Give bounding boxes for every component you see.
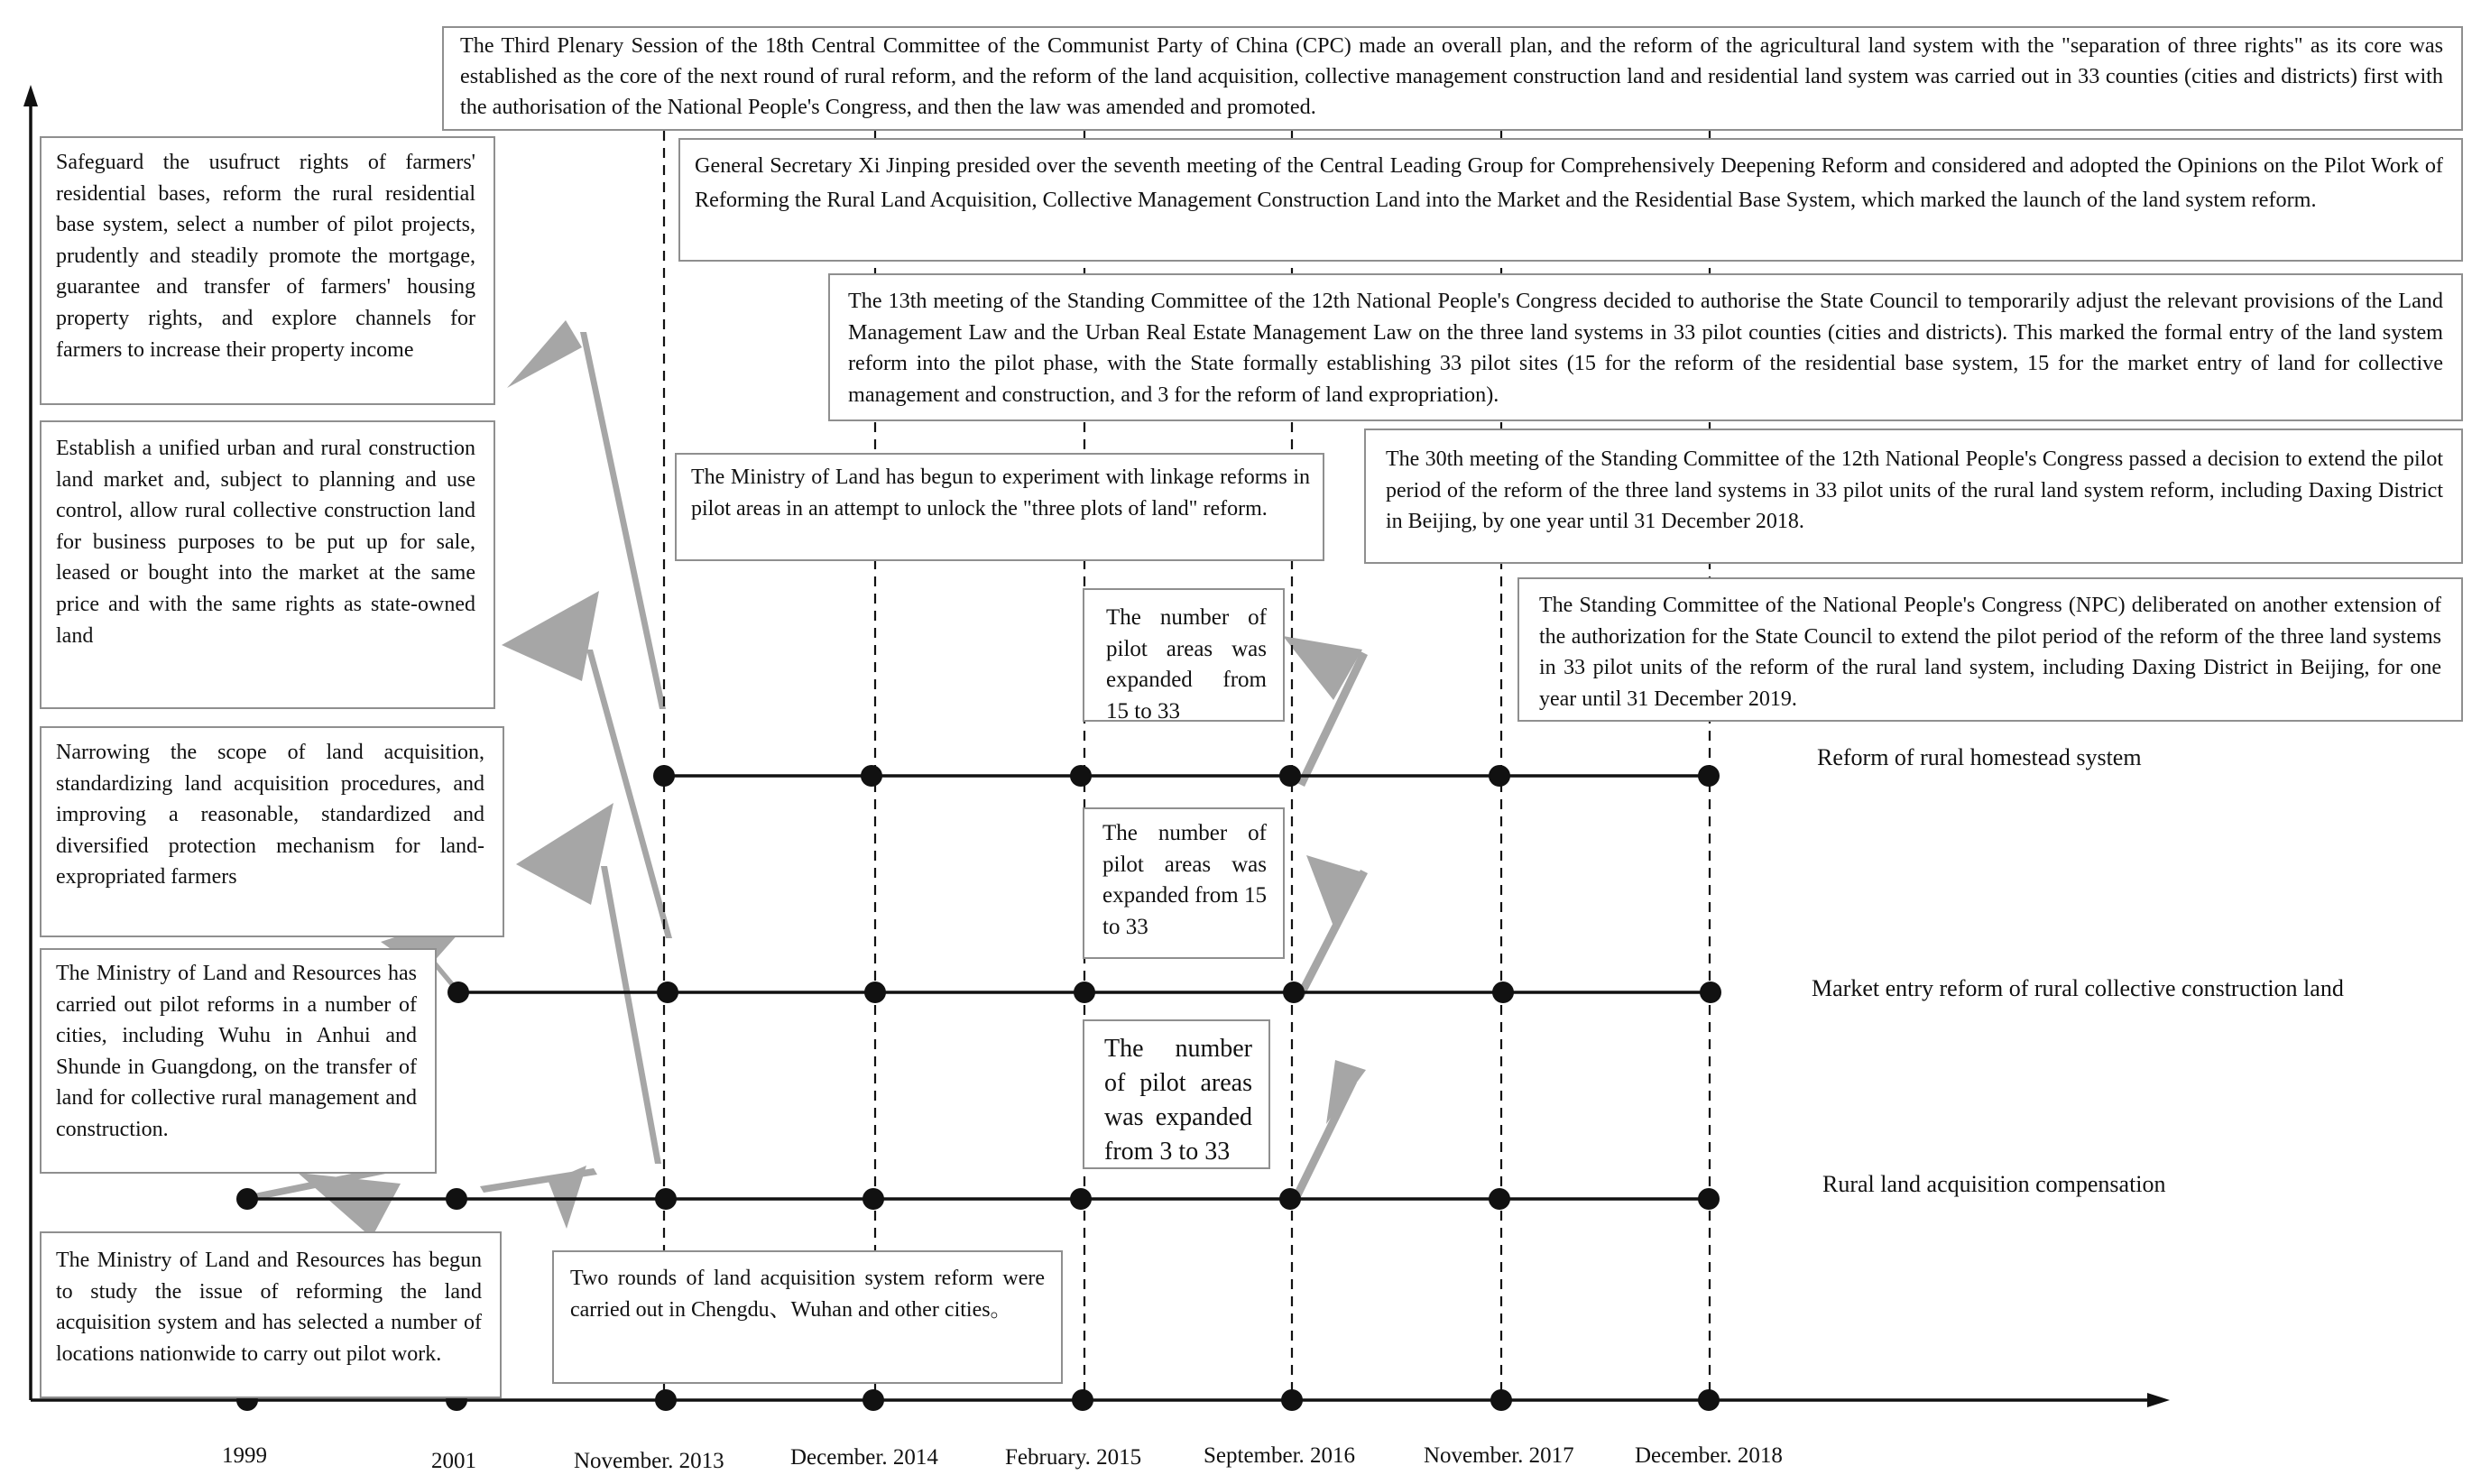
event-narrowing-acquisition: Narrowing the scope of land acquisition, standardizing land acquisition procedures, and improving a reasonable, standardized and diversified protection mechanism for land-expropriated farmers xyxy=(40,726,504,937)
callout-arrow xyxy=(507,320,582,388)
timeline-dot xyxy=(1283,982,1305,1003)
timeline-dot xyxy=(1281,1389,1303,1411)
event-ministry-2001-pilot: The Ministry of Land and Resources has carried out pilot reforms in a number of cities, including Wuhu in Anhui and Shunde in Guangdong, on the transfer of land for collective rural management and construction. xyxy=(40,948,437,1174)
timeline-dot xyxy=(1279,765,1301,787)
event-xi-meeting: General Secretary Xi Jinping presided over the seventh meeting of the Central Leading Group for Comprehensively Deepening Reform and considered and adopted the Opinions on the Pilot Work of Reforming the Rural Land Acquisition, Collective Management Construction Land into the Market and the Residential Base System, which marked the launch of the land system reform. xyxy=(678,138,2463,262)
timeline-dot xyxy=(1070,1188,1092,1210)
y-axis-arrowhead xyxy=(23,85,38,106)
tick-label: 2001 xyxy=(431,1449,476,1473)
timeline-dot xyxy=(446,1188,467,1210)
timeline-dot xyxy=(862,1389,884,1411)
lane-label-market-entry: Market entry reform of rural collective construction land xyxy=(1812,975,2344,1001)
tick-label: November. 2017 xyxy=(1424,1443,1574,1468)
event-third-plenary: The Third Plenary Session of the 18th Central Committee of the Communist Party of China (CPC) made an overall plan, and the reform of the agricultural land system with the "separation of three rights" as its core was established as the core of the next round of rural reform, and the reform of the land acquisition, collective management construction land and residential land system was carried out in 33 counties (cities and districts) first with the authorisation of the National People's Congress, and then the law was amended and promoted. xyxy=(442,26,2463,131)
timeline-dot xyxy=(1489,765,1510,787)
timeline-dot xyxy=(861,765,882,787)
timeline-dot xyxy=(1492,982,1514,1003)
tick-label: September. 2016 xyxy=(1204,1443,1356,1468)
event-npc-13th-meeting: The 13th meeting of the Standing Committee of the 12th National People's Congress decided to authorise the State Council to temporarily adjust the relevant provisions of the Land Management Law and the Urban Real Estate Management Law on the three land systems in 33 pilot counties (cities and districts). This marked the formal entry of the land system reform into the pilot phase, with the State formally establishing 33 pilot sites (15 for the reform of the residential base system, 15 for the market entry of land for collective management and construction, and 3 for the reform of land expropriation). xyxy=(828,273,2463,421)
timeline-dot xyxy=(1489,1188,1510,1210)
timeline-dot xyxy=(1698,1188,1720,1210)
timeline-dot xyxy=(236,1188,258,1210)
timeline-dot xyxy=(657,982,678,1003)
event-ministry-1999-study: The Ministry of Land and Resources has begun to study the issue of reforming the land acquisition system and has selected a number of locations nationwide to carry out pilot work. xyxy=(40,1231,502,1398)
callout-arrow xyxy=(1290,1079,1357,1204)
tick-label: December. 2014 xyxy=(790,1445,938,1470)
timeline-dot xyxy=(864,982,886,1003)
tick-label: February. 2015 xyxy=(1005,1445,1142,1470)
timeline-dot xyxy=(655,1389,677,1411)
event-pilot-expansion-homestead: The number of pilot areas was expanded from 15 to 33 xyxy=(1083,588,1285,722)
timeline-dot xyxy=(1072,1389,1093,1411)
tick-label: November. 2013 xyxy=(574,1449,724,1473)
timeline-dot xyxy=(1070,765,1092,787)
timeline-dot xyxy=(653,765,675,787)
timeline-dot xyxy=(1490,1389,1512,1411)
timeline-dot xyxy=(1698,1389,1720,1411)
timeline-dot xyxy=(862,1188,884,1210)
lane-label-homestead: Reform of rural homestead system xyxy=(1817,744,2142,770)
callout-arrow xyxy=(516,803,613,905)
event-two-rounds: Two rounds of land acquisition system reform were carried out in Chengdu、Wuhan and other cities。 xyxy=(552,1250,1063,1384)
timeline-dot xyxy=(447,982,469,1003)
tick-label: 1999 xyxy=(222,1443,267,1468)
event-unified-market: Establish a unified urban and rural construction land market and, subject to planning and use control, allow rural collective construction land for business purposes to be put up for sale, leased or bought into the market at the same price and with the same rights as state-owned land xyxy=(40,420,495,709)
timeline-dot xyxy=(1279,1188,1301,1210)
callout-arrow xyxy=(502,591,599,681)
event-ministry-linkage: The Ministry of Land has begun to experiment with linkage reforms in pilot areas in an attempt to unlock the "three plots of land" reform. xyxy=(675,453,1324,561)
tick-label: December. 2018 xyxy=(1635,1443,1783,1468)
lane-label-acquisition: Rural land acquisition compensation xyxy=(1822,1171,2166,1197)
event-pilot-expansion-market: The number of pilot areas was expanded from 15 to 33 xyxy=(1083,807,1285,959)
timeline-dot xyxy=(1700,982,1721,1003)
timeline-dot xyxy=(1698,765,1720,787)
event-npc-30th-meeting: The 30th meeting of the Standing Committee of the 12th National People's Congress passed a decision to extend the pilot period of the reform of the three land systems in 33 pilot units of the rural land system reform, including Daxing District in Beijing, by one year until 31 December 2018. xyxy=(1364,429,2463,564)
callout-arrow xyxy=(601,866,661,1164)
event-safeguard-usufruct: Safeguard the usufruct rights of farmers' residential bases, reform the rural residential base system, select a number of pilot projects, prudently and steadily promote the mortgage, guarantee and transfer of farmers' housing property rights, and explore channels for farmers to increase their property income xyxy=(40,136,495,405)
event-pilot-expansion-acquisition: The number of pilot areas was expanded from 3 to 33 xyxy=(1083,1019,1270,1169)
event-npc-extension: The Standing Committee of the National People's Congress (NPC) deliberated on another extension of the authorization for the State Council to extend the pilot period of the reform of the three land systems in 33 pilot units of the reform of the rural land system, including Daxing District in Beijing, for one year until 31 December 2019. xyxy=(1517,577,2463,722)
timeline-dot xyxy=(1074,982,1095,1003)
timeline-dot xyxy=(655,1188,677,1210)
x-axis-arrowhead xyxy=(2147,1393,2170,1407)
